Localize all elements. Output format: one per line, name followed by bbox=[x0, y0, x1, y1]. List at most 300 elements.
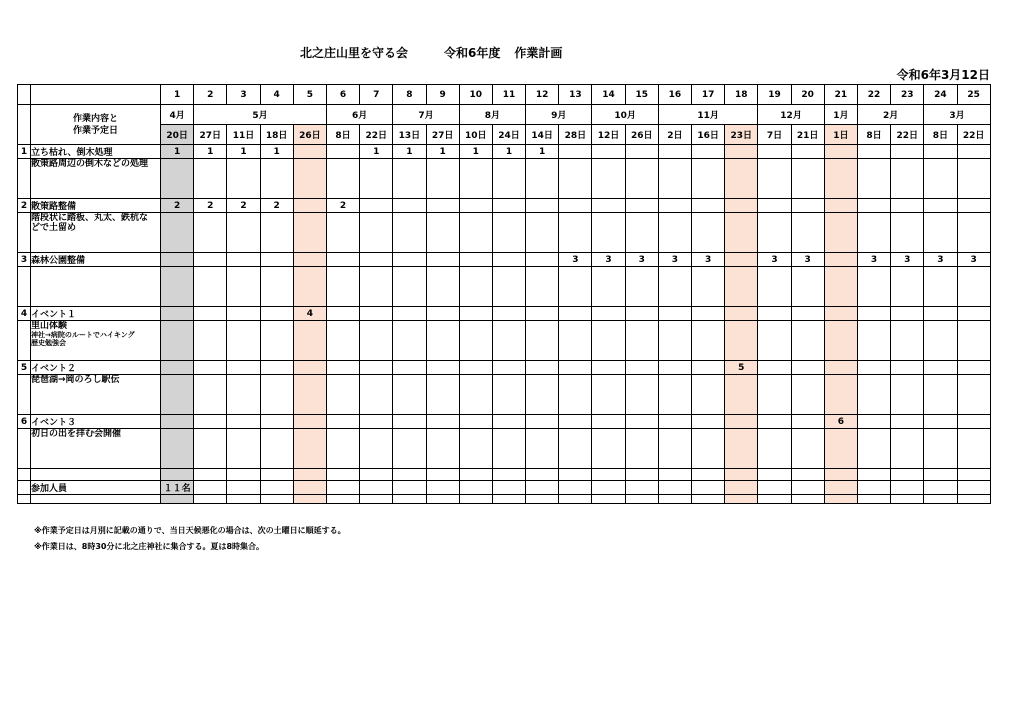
blank-cell bbox=[18, 429, 31, 469]
empty-cell bbox=[393, 321, 426, 361]
month-header: 3月 bbox=[924, 105, 990, 125]
task-value bbox=[957, 361, 990, 375]
document-title bbox=[300, 44, 562, 61]
empty-cell bbox=[293, 159, 326, 199]
empty-cell bbox=[957, 495, 990, 504]
empty-cell bbox=[658, 159, 691, 199]
task-value: 3 bbox=[658, 253, 691, 267]
task-description-line: 初日の出を拝む会開催 bbox=[31, 429, 122, 439]
empty-cell bbox=[592, 429, 625, 469]
empty-cell bbox=[891, 375, 924, 415]
empty-cell bbox=[161, 429, 194, 469]
month-header: 10月 bbox=[592, 105, 658, 125]
empty-cell bbox=[891, 481, 924, 495]
empty-cell bbox=[194, 375, 227, 415]
date-cell: 2日 bbox=[658, 125, 691, 145]
empty-cell bbox=[459, 495, 492, 504]
empty-cell bbox=[758, 495, 791, 504]
empty-cell bbox=[758, 321, 791, 361]
empty-cell bbox=[326, 159, 359, 199]
task-value bbox=[260, 361, 293, 375]
empty-cell bbox=[658, 429, 691, 469]
empty-cell bbox=[625, 267, 658, 307]
empty-cell bbox=[857, 495, 890, 504]
empty-cell bbox=[459, 481, 492, 495]
column-number: 20 bbox=[791, 85, 824, 105]
empty-cell bbox=[393, 159, 426, 199]
empty-cell bbox=[227, 429, 260, 469]
empty-cell bbox=[326, 321, 359, 361]
empty-cell bbox=[692, 429, 725, 469]
empty-cell bbox=[393, 375, 426, 415]
empty-cell bbox=[459, 429, 492, 469]
task-value bbox=[658, 199, 691, 213]
task-value bbox=[658, 145, 691, 159]
column-number: 14 bbox=[592, 85, 625, 105]
task-value: 3 bbox=[891, 253, 924, 267]
blank-cell bbox=[31, 85, 161, 105]
column-number: 4 bbox=[260, 85, 293, 105]
empty-cell bbox=[194, 159, 227, 199]
task-value bbox=[791, 307, 824, 321]
task-value bbox=[758, 307, 791, 321]
task-value: 3 bbox=[924, 253, 957, 267]
task-index: 6 bbox=[18, 415, 31, 429]
task-description-line: どで土留め bbox=[31, 223, 77, 233]
empty-cell bbox=[360, 159, 393, 199]
blank-cell bbox=[18, 321, 31, 361]
empty-cell bbox=[692, 267, 725, 307]
empty-cell bbox=[924, 469, 957, 481]
empty-cell bbox=[459, 213, 492, 253]
task-value bbox=[559, 145, 592, 159]
task-value bbox=[824, 199, 857, 213]
column-number: 13 bbox=[559, 85, 592, 105]
empty-cell bbox=[492, 469, 525, 481]
task-value bbox=[924, 307, 957, 321]
task-value: 5 bbox=[725, 361, 758, 375]
empty-cell bbox=[891, 213, 924, 253]
empty-cell bbox=[161, 469, 194, 481]
month-header: 8月 bbox=[459, 105, 525, 125]
empty-cell bbox=[360, 267, 393, 307]
blank-cell bbox=[18, 159, 31, 199]
task-index: 2 bbox=[18, 199, 31, 213]
task-value bbox=[326, 415, 359, 429]
task-value: 3 bbox=[592, 253, 625, 267]
task-value bbox=[161, 307, 194, 321]
empty-cell bbox=[559, 469, 592, 481]
task-value bbox=[625, 199, 658, 213]
task-value bbox=[824, 145, 857, 159]
task-value bbox=[526, 361, 559, 375]
empty-cell bbox=[692, 495, 725, 504]
task-value bbox=[592, 415, 625, 429]
empty-cell bbox=[725, 495, 758, 504]
task-value bbox=[957, 415, 990, 429]
empty-cell bbox=[592, 469, 625, 481]
empty-cell bbox=[857, 267, 890, 307]
task-value bbox=[692, 199, 725, 213]
empty-cell bbox=[526, 267, 559, 307]
task-value bbox=[758, 199, 791, 213]
task-value: 2 bbox=[227, 199, 260, 213]
empty-cell bbox=[227, 159, 260, 199]
task-value bbox=[194, 253, 227, 267]
task-value bbox=[758, 145, 791, 159]
empty-cell bbox=[692, 481, 725, 495]
task-value bbox=[857, 415, 890, 429]
task-value bbox=[492, 253, 525, 267]
task-value bbox=[526, 199, 559, 213]
month-header: 1月 bbox=[824, 105, 857, 125]
empty-cell bbox=[426, 429, 459, 469]
empty-cell bbox=[592, 375, 625, 415]
empty-cell bbox=[161, 159, 194, 199]
task-value bbox=[791, 415, 824, 429]
date-cell: 7日 bbox=[758, 125, 791, 145]
task-value bbox=[459, 307, 492, 321]
empty-cell bbox=[857, 159, 890, 199]
empty-cell bbox=[526, 375, 559, 415]
empty-cell bbox=[492, 495, 525, 504]
task-value bbox=[492, 361, 525, 375]
empty-cell bbox=[957, 159, 990, 199]
task-value bbox=[360, 361, 393, 375]
task-value: 3 bbox=[559, 253, 592, 267]
empty-cell bbox=[791, 429, 824, 469]
task-value bbox=[260, 307, 293, 321]
empty-cell bbox=[293, 267, 326, 307]
task-value bbox=[891, 415, 924, 429]
task-value bbox=[658, 415, 691, 429]
column-number: 25 bbox=[957, 85, 990, 105]
empty-cell bbox=[592, 267, 625, 307]
header-label-line2: 作業予定日 bbox=[72, 125, 118, 136]
task-value bbox=[426, 307, 459, 321]
task-value: 6 bbox=[824, 415, 857, 429]
empty-cell bbox=[592, 213, 625, 253]
task-value bbox=[326, 145, 359, 159]
empty-cell bbox=[260, 159, 293, 199]
task-index: 3 bbox=[18, 253, 31, 267]
empty-cell bbox=[791, 481, 824, 495]
task-value bbox=[459, 199, 492, 213]
document-date: 令和6年3月12日 bbox=[896, 68, 990, 82]
task-title: イベント２ bbox=[31, 361, 161, 375]
task-description bbox=[31, 213, 161, 253]
empty-cell bbox=[857, 429, 890, 469]
date-cell: 28日 bbox=[559, 125, 592, 145]
empty-cell bbox=[459, 267, 492, 307]
empty-cell bbox=[957, 469, 990, 481]
empty-cell bbox=[625, 159, 658, 199]
empty-cell bbox=[824, 469, 857, 481]
task-value bbox=[161, 415, 194, 429]
empty-cell bbox=[360, 321, 393, 361]
column-number: 5 bbox=[293, 85, 326, 105]
empty-cell bbox=[658, 481, 691, 495]
empty-cell bbox=[194, 429, 227, 469]
task-description bbox=[31, 429, 161, 469]
empty-cell bbox=[791, 213, 824, 253]
task-value bbox=[227, 415, 260, 429]
empty-cell bbox=[857, 375, 890, 415]
empty-cell bbox=[293, 495, 326, 504]
task-value bbox=[526, 415, 559, 429]
empty-cell bbox=[692, 375, 725, 415]
empty-cell bbox=[559, 429, 592, 469]
empty-cell bbox=[758, 469, 791, 481]
empty-cell bbox=[824, 495, 857, 504]
empty-cell bbox=[891, 429, 924, 469]
empty-cell bbox=[592, 321, 625, 361]
task-value bbox=[791, 199, 824, 213]
empty-cell bbox=[957, 267, 990, 307]
empty-cell bbox=[857, 469, 890, 481]
empty-cell bbox=[791, 495, 824, 504]
task-value bbox=[725, 307, 758, 321]
task-value bbox=[824, 361, 857, 375]
task-value: 1 bbox=[227, 145, 260, 159]
empty-cell bbox=[857, 481, 890, 495]
task-value: 1 bbox=[492, 145, 525, 159]
task-value bbox=[492, 199, 525, 213]
task-value bbox=[293, 361, 326, 375]
task-description-line: 階段状に踏板、丸太、鉄杭な bbox=[31, 213, 149, 223]
empty-cell bbox=[260, 321, 293, 361]
task-value: 3 bbox=[625, 253, 658, 267]
date-cell: 10日 bbox=[459, 125, 492, 145]
task-value: 1 bbox=[526, 145, 559, 159]
column-number: 18 bbox=[725, 85, 758, 105]
empty-cell bbox=[957, 375, 990, 415]
empty-cell bbox=[559, 213, 592, 253]
task-value bbox=[393, 361, 426, 375]
date-cell: 22日 bbox=[957, 125, 990, 145]
task-value bbox=[891, 199, 924, 213]
task-value bbox=[592, 307, 625, 321]
empty-cell bbox=[957, 213, 990, 253]
empty-cell bbox=[559, 481, 592, 495]
empty-cell bbox=[957, 321, 990, 361]
task-value: 1 bbox=[426, 145, 459, 159]
task-title: 森林公園整備 bbox=[31, 253, 161, 267]
header-label-line1: 作業内容と bbox=[72, 113, 118, 124]
blank-cell bbox=[18, 469, 31, 481]
date-cell: 22日 bbox=[360, 125, 393, 145]
column-number: 9 bbox=[426, 85, 459, 105]
date-cell: 14日 bbox=[526, 125, 559, 145]
empty-cell bbox=[260, 481, 293, 495]
task-value bbox=[692, 307, 725, 321]
empty-cell bbox=[459, 321, 492, 361]
task-value bbox=[891, 361, 924, 375]
task-value bbox=[227, 307, 260, 321]
task-value bbox=[791, 145, 824, 159]
task-value bbox=[161, 253, 194, 267]
column-number: 21 bbox=[824, 85, 857, 105]
empty-cell bbox=[625, 481, 658, 495]
task-value bbox=[426, 361, 459, 375]
empty-cell bbox=[426, 495, 459, 504]
task-description bbox=[31, 159, 161, 199]
empty-cell bbox=[758, 159, 791, 199]
empty-cell bbox=[393, 213, 426, 253]
empty-cell bbox=[658, 375, 691, 415]
empty-cell bbox=[426, 267, 459, 307]
task-value bbox=[459, 253, 492, 267]
date-cell: 18日 bbox=[260, 125, 293, 145]
task-value bbox=[625, 307, 658, 321]
task-value: 3 bbox=[758, 253, 791, 267]
empty-cell bbox=[891, 321, 924, 361]
date-cell: 21日 bbox=[791, 125, 824, 145]
empty-cell bbox=[957, 429, 990, 469]
task-value bbox=[260, 253, 293, 267]
empty-cell bbox=[824, 429, 857, 469]
date-cell: 16日 bbox=[692, 125, 725, 145]
empty-cell bbox=[824, 375, 857, 415]
column-number: 16 bbox=[658, 85, 691, 105]
empty-cell bbox=[957, 481, 990, 495]
empty-cell bbox=[625, 213, 658, 253]
plan-label: 作業計画 bbox=[514, 46, 563, 60]
task-value bbox=[227, 361, 260, 375]
task-value bbox=[957, 307, 990, 321]
task-value bbox=[526, 253, 559, 267]
empty-cell bbox=[459, 469, 492, 481]
column-number: 22 bbox=[857, 85, 890, 105]
blank-cell bbox=[18, 85, 31, 105]
empty-cell bbox=[492, 375, 525, 415]
empty-cell bbox=[592, 481, 625, 495]
empty-cell bbox=[492, 213, 525, 253]
task-value: 2 bbox=[326, 199, 359, 213]
empty-cell bbox=[857, 321, 890, 361]
empty-cell bbox=[891, 469, 924, 481]
date-cell: 12日 bbox=[592, 125, 625, 145]
empty-cell bbox=[924, 375, 957, 415]
empty-cell bbox=[758, 267, 791, 307]
empty-cell bbox=[625, 375, 658, 415]
task-value bbox=[393, 199, 426, 213]
empty-cell bbox=[426, 481, 459, 495]
task-value bbox=[459, 415, 492, 429]
task-value bbox=[924, 199, 957, 213]
empty-cell bbox=[260, 469, 293, 481]
empty-cell bbox=[924, 159, 957, 199]
column-number: 6 bbox=[326, 85, 359, 105]
empty-cell bbox=[692, 159, 725, 199]
org-name: 北之庄山里を守る会 bbox=[300, 46, 409, 60]
task-value: 2 bbox=[194, 199, 227, 213]
empty-cell bbox=[326, 495, 359, 504]
task-value bbox=[725, 199, 758, 213]
task-description-detail: 神社→病院のルートでハイキング bbox=[31, 331, 135, 339]
empty-cell bbox=[625, 429, 658, 469]
task-description-line: 琵琶湖→岡のろし駅伝 bbox=[31, 375, 120, 385]
empty-cell bbox=[227, 469, 260, 481]
task-value bbox=[559, 199, 592, 213]
empty-cell bbox=[725, 159, 758, 199]
empty-cell bbox=[161, 495, 194, 504]
task-value bbox=[592, 199, 625, 213]
task-value bbox=[194, 415, 227, 429]
empty-cell bbox=[393, 469, 426, 481]
task-value bbox=[393, 415, 426, 429]
empty-cell bbox=[492, 321, 525, 361]
task-value bbox=[393, 307, 426, 321]
task-value bbox=[360, 253, 393, 267]
task-value: 3 bbox=[957, 253, 990, 267]
task-index: 5 bbox=[18, 361, 31, 375]
empty-cell bbox=[194, 481, 227, 495]
task-value bbox=[857, 199, 890, 213]
empty-cell bbox=[891, 159, 924, 199]
task-value bbox=[625, 415, 658, 429]
schedule-table bbox=[17, 84, 991, 504]
empty-cell bbox=[924, 495, 957, 504]
empty-cell bbox=[260, 267, 293, 307]
task-value bbox=[492, 415, 525, 429]
blank-cell bbox=[31, 495, 161, 504]
task-value: 1 bbox=[360, 145, 393, 159]
empty-cell bbox=[559, 495, 592, 504]
empty-cell bbox=[758, 429, 791, 469]
date-cell: 8日 bbox=[857, 125, 890, 145]
empty-cell bbox=[227, 213, 260, 253]
task-value bbox=[891, 307, 924, 321]
empty-cell bbox=[459, 375, 492, 415]
empty-cell bbox=[592, 495, 625, 504]
task-description bbox=[31, 267, 161, 307]
empty-cell bbox=[658, 213, 691, 253]
task-description bbox=[31, 375, 161, 415]
task-value bbox=[725, 415, 758, 429]
blank-cell bbox=[18, 495, 31, 504]
task-value bbox=[592, 145, 625, 159]
month-header: 4月 bbox=[161, 105, 194, 125]
date-cell: 1日 bbox=[824, 125, 857, 145]
empty-cell bbox=[194, 321, 227, 361]
empty-cell bbox=[492, 159, 525, 199]
task-value bbox=[758, 415, 791, 429]
empty-cell bbox=[526, 213, 559, 253]
task-title: イベント３ bbox=[31, 415, 161, 429]
empty-cell bbox=[360, 481, 393, 495]
empty-cell bbox=[260, 375, 293, 415]
task-value: 3 bbox=[857, 253, 890, 267]
empty-cell bbox=[658, 267, 691, 307]
task-description bbox=[31, 321, 161, 361]
empty-cell bbox=[725, 213, 758, 253]
empty-cell bbox=[360, 375, 393, 415]
fiscal-year: 令和6年度 bbox=[444, 46, 501, 60]
empty-cell bbox=[526, 429, 559, 469]
task-value bbox=[857, 145, 890, 159]
task-value bbox=[692, 361, 725, 375]
empty-cell bbox=[758, 481, 791, 495]
task-value bbox=[459, 361, 492, 375]
task-value bbox=[360, 199, 393, 213]
column-number: 1 bbox=[161, 85, 194, 105]
task-value bbox=[326, 307, 359, 321]
empty-cell bbox=[393, 429, 426, 469]
empty-cell bbox=[725, 375, 758, 415]
task-value bbox=[957, 199, 990, 213]
date-cell: 26日 bbox=[293, 125, 326, 145]
